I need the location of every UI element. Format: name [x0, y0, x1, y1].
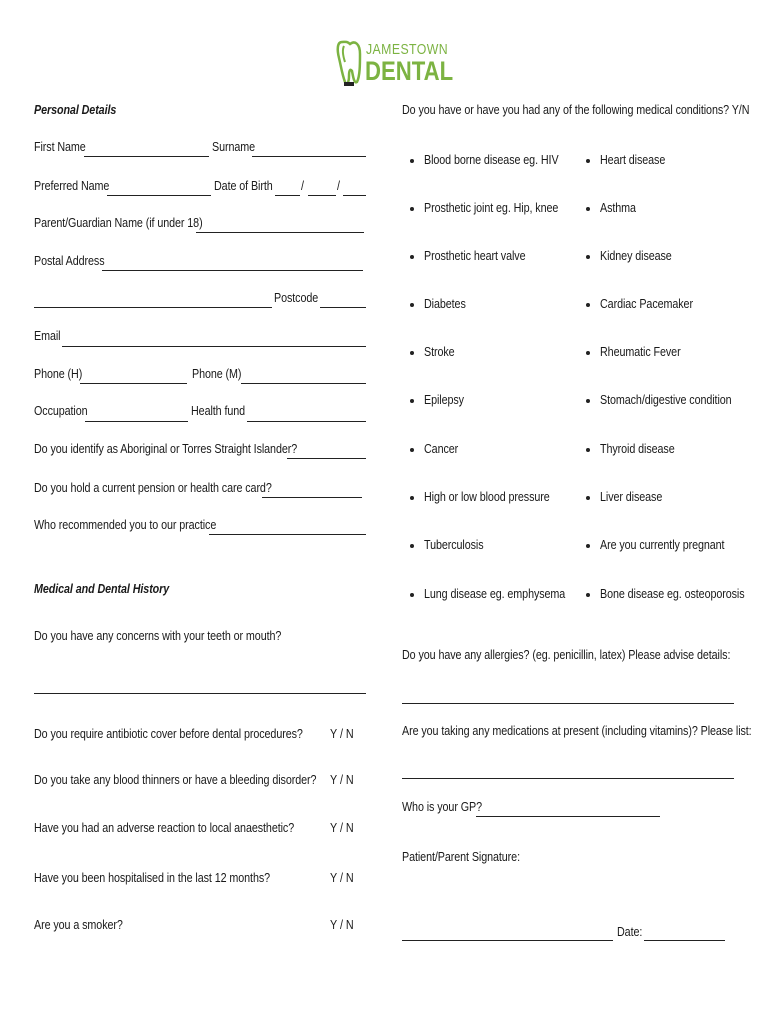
- postcode-field[interactable]: [320, 307, 366, 308]
- logo-line2: DENTAL: [365, 56, 454, 86]
- bullet-icon: [410, 303, 414, 307]
- first-name-label: First Name: [34, 140, 86, 154]
- concerns-field[interactable]: [34, 693, 366, 694]
- postcode-label: Postcode: [274, 291, 319, 305]
- medications-label: Are you taking any medications at present (including vitamins)? Please list:: [402, 724, 752, 738]
- yn-option[interactable]: Y / N: [330, 871, 354, 885]
- bullet-icon: [586, 593, 590, 597]
- occupation-label: Occupation: [34, 404, 88, 418]
- yn-question: Do you require antibiotic cover before dental procedures?: [34, 727, 303, 741]
- logo-line1: JAMESTOWN: [366, 41, 449, 58]
- dob-year-field[interactable]: [343, 195, 366, 196]
- condition-item[interactable]: Rheumatic Fever: [600, 345, 681, 359]
- condition-item[interactable]: Epilepsy: [424, 393, 464, 407]
- dob-slash-2: /: [337, 179, 340, 193]
- health-fund-field[interactable]: [247, 421, 366, 422]
- bullet-icon: [410, 207, 414, 211]
- yn-question: Do you take any blood thinners or have a bleeding disorder?: [34, 773, 317, 787]
- bullet-icon: [586, 159, 590, 163]
- medical-heading: Medical and Dental History: [34, 582, 170, 596]
- gp-label: Who is your GP?: [402, 800, 482, 814]
- bullet-icon: [410, 159, 414, 163]
- bullet-icon: [586, 207, 590, 211]
- personal-heading: Personal Details: [34, 103, 117, 117]
- condition-item[interactable]: Kidney disease: [600, 249, 672, 263]
- surname-label: Surname: [212, 140, 256, 154]
- bullet-icon: [410, 448, 414, 452]
- condition-item[interactable]: Thyroid disease: [600, 442, 675, 456]
- yn-option[interactable]: Y / N: [330, 918, 354, 932]
- postal-label: Postal Address: [34, 254, 105, 268]
- surname-field[interactable]: [252, 156, 366, 157]
- bullet-icon: [586, 255, 590, 259]
- condition-item[interactable]: Cardiac Pacemaker: [600, 297, 693, 311]
- logo: [336, 38, 454, 90]
- condition-item[interactable]: High or low blood pressure: [424, 490, 550, 504]
- condition-item[interactable]: Prosthetic joint eg. Hip, knee: [424, 201, 559, 215]
- recommended-label: Who recommended you to our practice: [34, 518, 217, 532]
- condition-item[interactable]: Bone disease eg. osteoporosis: [600, 587, 745, 601]
- phone-h-label: Phone (H): [34, 367, 83, 381]
- preferred-name-field[interactable]: [107, 195, 211, 196]
- yn-question: Are you a smoker?: [34, 918, 123, 932]
- bullet-icon: [410, 593, 414, 597]
- aboriginal-label: Do you identify as Aboriginal or Torres Straight Islander?: [34, 442, 298, 456]
- condition-item[interactable]: Tuberculosis: [424, 538, 484, 552]
- guardian-field[interactable]: [196, 232, 364, 233]
- bullet-icon: [410, 255, 414, 259]
- allergies-field[interactable]: [402, 703, 734, 704]
- date-field[interactable]: [644, 940, 725, 941]
- bullet-icon: [410, 399, 414, 403]
- bullet-icon: [586, 496, 590, 500]
- dob-day-field[interactable]: [275, 195, 300, 196]
- bullet-icon: [586, 399, 590, 403]
- phone-m-field[interactable]: [241, 383, 366, 384]
- condition-item[interactable]: Heart disease: [600, 153, 666, 167]
- postal-field[interactable]: [102, 270, 363, 271]
- condition-item[interactable]: Stroke: [424, 345, 455, 359]
- yn-option[interactable]: Y / N: [330, 821, 354, 835]
- conditions-heading: Do you have or have you had any of the following medical conditions? Y/N: [402, 103, 750, 117]
- guardian-label: Parent/Guardian Name (if under 18): [34, 216, 203, 230]
- yn-option[interactable]: Y / N: [330, 727, 354, 741]
- dob-slash-1: /: [301, 179, 304, 193]
- yn-question: Have you been hospitalised in the last 12 months?: [34, 871, 271, 885]
- condition-item[interactable]: Asthma: [600, 201, 636, 215]
- phone-m-label: Phone (M): [192, 367, 242, 381]
- email-label: Email: [34, 329, 61, 343]
- bullet-icon: [586, 351, 590, 355]
- signature-field[interactable]: [402, 940, 613, 941]
- condition-item[interactable]: Prosthetic heart valve: [424, 249, 526, 263]
- condition-item[interactable]: Are you currently pregnant: [600, 538, 725, 552]
- email-field[interactable]: [62, 346, 366, 347]
- aboriginal-field[interactable]: [287, 458, 366, 459]
- condition-item[interactable]: Liver disease: [600, 490, 663, 504]
- recommended-field[interactable]: [209, 534, 366, 535]
- bullet-icon: [410, 496, 414, 500]
- condition-item[interactable]: Blood borne disease eg. HIV: [424, 153, 559, 167]
- concerns-label: Do you have any concerns with your teeth or mouth?: [34, 629, 282, 643]
- bullet-icon: [410, 544, 414, 548]
- medications-field[interactable]: [402, 778, 734, 779]
- yn-option[interactable]: Y / N: [330, 773, 354, 787]
- bullet-icon: [410, 351, 414, 355]
- bullet-icon: [586, 448, 590, 452]
- dob-label: Date of Birth: [214, 179, 273, 193]
- pension-field[interactable]: [262, 497, 362, 498]
- gp-field[interactable]: [476, 816, 660, 817]
- first-name-field[interactable]: [84, 156, 209, 157]
- occupation-field[interactable]: [85, 421, 188, 422]
- tooth-icon: [336, 38, 362, 88]
- phone-h-field[interactable]: [80, 383, 187, 384]
- preferred-name-label: Preferred Name: [34, 179, 110, 193]
- condition-item[interactable]: Cancer: [424, 442, 459, 456]
- condition-item[interactable]: Diabetes: [424, 297, 466, 311]
- bullet-icon: [586, 303, 590, 307]
- postal-line-2-field[interactable]: [34, 307, 272, 308]
- allergies-label: Do you have any allergies? (eg. penicillin, latex) Please advise details:: [402, 648, 731, 662]
- condition-item[interactable]: Stomach/digestive condition: [600, 393, 732, 407]
- date-label: Date:: [617, 925, 643, 939]
- yn-question: Have you had an adverse reaction to local anaesthetic?: [34, 821, 295, 835]
- condition-item[interactable]: Lung disease eg. emphysema: [424, 587, 566, 601]
- dob-month-field[interactable]: [308, 195, 336, 196]
- bullet-icon: [586, 544, 590, 548]
- pension-label: Do you hold a current pension or health care card?: [34, 481, 272, 495]
- health-fund-label: Health fund: [191, 404, 246, 418]
- signature-label: Patient/Parent Signature:: [402, 850, 520, 864]
